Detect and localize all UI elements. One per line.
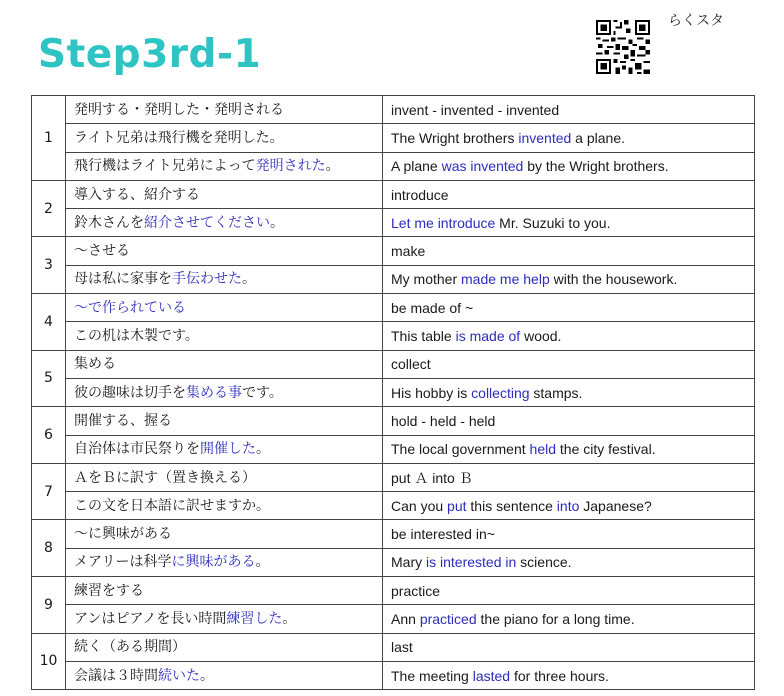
table-row xyxy=(32,180,755,208)
table-row xyxy=(32,633,755,661)
japanese-cell xyxy=(66,322,383,350)
japanese-cell xyxy=(66,265,383,293)
text-segment: 導入する、紹介する xyxy=(74,186,200,203)
text-segment: 会議は３時間 xyxy=(74,667,158,684)
table-row xyxy=(32,661,755,689)
japanese-cell xyxy=(66,209,383,237)
table-row xyxy=(32,463,755,491)
highlighted-text: put xyxy=(447,497,467,514)
text-segment: science. xyxy=(516,554,572,571)
text-segment: 開催する、握る xyxy=(74,412,172,429)
text-segment: introduce xyxy=(391,186,449,203)
text-segment: stamps. xyxy=(529,384,583,401)
text-segment: collect xyxy=(391,356,431,373)
table-row xyxy=(32,577,755,605)
text-segment: 飛行機はライト兄弟によって xyxy=(74,158,256,175)
text-segment: 発明する・発明した・発明される xyxy=(74,101,284,118)
english-cell xyxy=(383,407,755,435)
text-segment: A plane xyxy=(391,158,442,175)
highlighted-text: made me help xyxy=(461,271,550,288)
text-segment: 。 xyxy=(200,667,214,684)
highlighted-text: is made of xyxy=(455,328,521,345)
entry-number: 5 xyxy=(32,350,66,407)
table-row xyxy=(32,322,755,350)
text-segment: The Wright brothers xyxy=(391,129,519,146)
japanese-cell xyxy=(66,124,383,152)
text-segment: the city festival. xyxy=(556,441,656,458)
text-segment: 鈴木さんを xyxy=(74,214,144,231)
text-segment: 。 xyxy=(270,214,284,231)
entry-number: 10 xyxy=(32,633,66,690)
highlighted-text: 続いた xyxy=(158,667,200,684)
entry-number: 4 xyxy=(32,294,66,351)
english-cell xyxy=(383,209,755,237)
highlighted-text: に興味がある xyxy=(171,554,256,571)
qr-code-icon xyxy=(596,20,650,74)
text-segment: 。 xyxy=(255,554,270,571)
text-segment: His hobby is xyxy=(391,384,472,401)
text-segment: hold - held - held xyxy=(391,412,496,429)
text-segment: by the Wright brothers. xyxy=(523,158,669,175)
highlighted-text: 紹介させてください xyxy=(144,214,270,231)
text-segment: この文を日本語に訳せますか。 xyxy=(74,497,270,514)
text-segment: wood. xyxy=(520,328,562,345)
text-segment: with the housework. xyxy=(549,271,678,288)
japanese-cell xyxy=(66,378,383,406)
highlighted-text: 集める事 xyxy=(186,384,242,401)
english-cell xyxy=(383,577,755,605)
entry-number: 8 xyxy=(32,520,66,577)
english-cell xyxy=(383,605,755,633)
table-row xyxy=(32,378,755,406)
english-cell xyxy=(383,661,755,689)
table-row xyxy=(32,350,755,378)
english-cell xyxy=(383,435,755,463)
text-segment: 。 xyxy=(242,271,256,288)
japanese-cell xyxy=(66,548,383,576)
japanese-cell xyxy=(66,407,383,435)
highlighted-text: held xyxy=(529,441,556,458)
highlighted-text: collecting xyxy=(471,384,530,401)
text-segment: be made of ~ xyxy=(391,299,474,316)
text-segment: this sentence xyxy=(466,497,557,514)
english-cell xyxy=(383,633,755,661)
brand-label: らくスタ xyxy=(668,13,724,29)
table-row xyxy=(32,605,755,633)
english-cell xyxy=(383,492,755,520)
japanese-cell xyxy=(66,294,383,322)
english-cell xyxy=(383,180,755,208)
text-segment: last xyxy=(391,639,413,656)
table-row xyxy=(32,435,755,463)
vocabulary-table xyxy=(31,95,755,690)
highlighted-text: 手伝わせた xyxy=(172,271,242,288)
highlighted-text: into xyxy=(556,497,580,514)
text-segment: This table xyxy=(391,328,456,345)
japanese-cell xyxy=(66,492,383,520)
english-cell xyxy=(383,322,755,350)
entry-number: 2 xyxy=(32,180,66,237)
text-segment: a plane. xyxy=(571,129,626,146)
english-cell xyxy=(383,350,755,378)
japanese-cell xyxy=(66,96,383,124)
english-cell xyxy=(383,152,755,180)
japanese-cell xyxy=(66,463,383,491)
table-row xyxy=(32,152,755,180)
japanese-cell xyxy=(66,605,383,633)
text-segment: 自治体は市民祭りを xyxy=(74,441,200,458)
entry-number: 7 xyxy=(32,463,66,520)
table-row xyxy=(32,294,755,322)
english-cell xyxy=(383,124,755,152)
text-segment: Japanese? xyxy=(579,497,652,514)
text-segment: 。 xyxy=(282,610,297,627)
text-segment: for three hours. xyxy=(510,667,609,684)
text-segment: 続く（ある期間） xyxy=(74,639,186,656)
text-segment: invent - invented - invented xyxy=(391,101,560,118)
text-segment: be interested in~ xyxy=(391,526,495,543)
entry-number: 1 xyxy=(32,96,66,181)
japanese-cell xyxy=(66,661,383,689)
text-segment: Mary xyxy=(391,554,426,571)
english-cell xyxy=(383,463,755,491)
text-segment: The local government xyxy=(391,441,530,458)
text-segment: My mother xyxy=(391,271,462,288)
text-segment: make xyxy=(391,243,426,260)
japanese-cell xyxy=(66,577,383,605)
entry-number: 9 xyxy=(32,577,66,634)
entry-number: 6 xyxy=(32,407,66,464)
english-cell xyxy=(383,294,755,322)
text-segment: メアリーは科学 xyxy=(74,554,172,571)
japanese-cell xyxy=(66,633,383,661)
text-segment: 母は私に家事を xyxy=(74,271,172,288)
text-segment: ＡをＢに訳す（置き換える） xyxy=(74,469,256,486)
text-segment: practice xyxy=(391,582,441,599)
text-segment: The meeting xyxy=(391,667,473,684)
japanese-cell xyxy=(66,350,383,378)
japanese-cell xyxy=(66,180,383,208)
highlighted-text: practiced xyxy=(419,610,477,627)
english-cell xyxy=(383,378,755,406)
table-row xyxy=(32,548,755,576)
highlighted-text: invented xyxy=(518,129,572,146)
table-row xyxy=(32,492,755,520)
highlighted-text: 発明された xyxy=(255,158,326,175)
table-row xyxy=(32,407,755,435)
page-title: Step3rd-1 xyxy=(38,32,262,77)
text-segment: ～に興味がある xyxy=(74,526,172,543)
table-row xyxy=(32,520,755,548)
text-segment: ライト兄弟は飛行機を発明した。 xyxy=(74,129,284,146)
text-segment: 練習をする xyxy=(74,582,144,599)
text-segment: 彼の趣味は切手を xyxy=(74,384,186,401)
english-cell xyxy=(383,520,755,548)
japanese-cell xyxy=(66,435,383,463)
highlighted-text: ～で作られている xyxy=(74,299,186,316)
highlighted-text: is interested in xyxy=(426,554,517,571)
text-segment: 。 xyxy=(256,441,270,458)
english-cell xyxy=(383,96,755,124)
text-segment: Can you xyxy=(391,497,448,514)
english-cell xyxy=(383,265,755,293)
text-segment: put Ａ into Ｂ xyxy=(391,469,473,486)
text-segment: ～させる xyxy=(74,243,130,260)
highlighted-text: was invented xyxy=(441,158,524,175)
text-segment: 集める xyxy=(74,356,116,373)
japanese-cell xyxy=(66,520,383,548)
japanese-cell xyxy=(66,237,383,265)
table-row xyxy=(32,96,755,124)
text-segment: です。 xyxy=(242,384,283,401)
highlighted-text: 練習した xyxy=(226,610,283,627)
text-segment: 。 xyxy=(325,158,340,175)
table-row xyxy=(32,265,755,293)
highlighted-text: 開催した xyxy=(200,441,256,458)
text-segment: Mr. Suzuki to you. xyxy=(495,214,611,231)
text-segment: この机は木製です。 xyxy=(74,328,199,345)
text-segment: the piano for a long time. xyxy=(476,610,635,627)
text-segment: アンはピアノを長い時間 xyxy=(74,610,227,627)
table-row xyxy=(32,124,755,152)
table-row xyxy=(32,237,755,265)
table-row xyxy=(32,209,755,237)
highlighted-text: Let me introduce xyxy=(391,214,496,231)
highlighted-text: lasted xyxy=(472,667,511,684)
english-cell xyxy=(383,548,755,576)
text-segment: Ann xyxy=(391,610,420,627)
entry-number: 3 xyxy=(32,237,66,294)
english-cell xyxy=(383,237,755,265)
japanese-cell xyxy=(66,152,383,180)
